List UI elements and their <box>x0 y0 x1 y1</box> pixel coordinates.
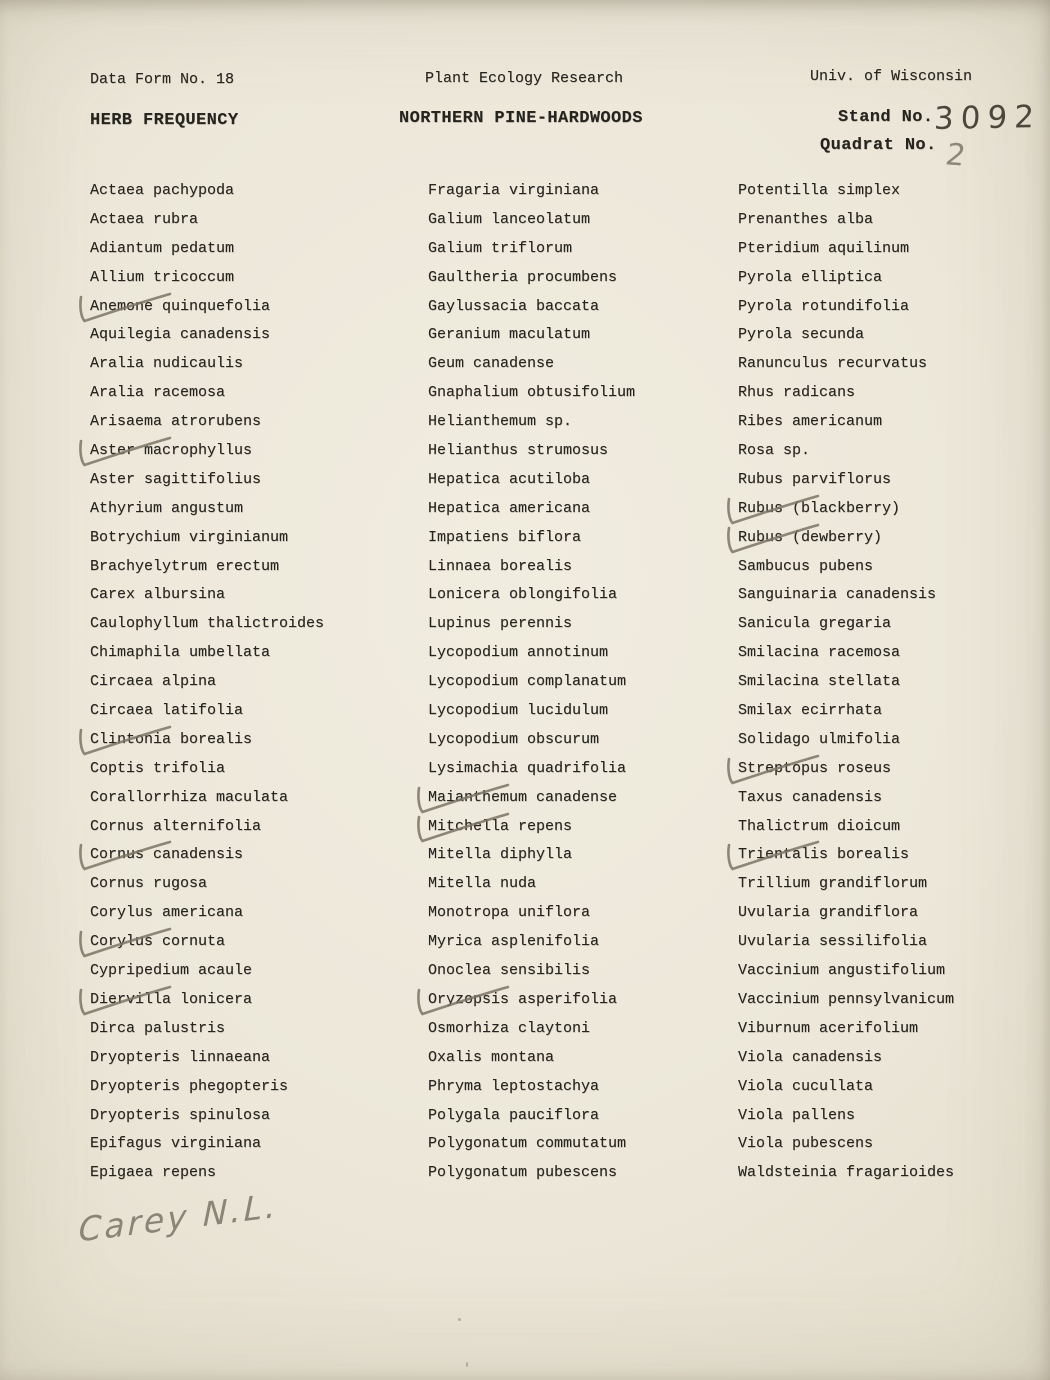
species-name: Streptopus roseus <box>738 759 892 777</box>
form-number: Data Form No. 18 <box>90 71 235 88</box>
species-name: Oxalis montana <box>428 1048 555 1066</box>
institution: Univ. of Wisconsin <box>810 68 973 85</box>
species-name: Potentilla simplex <box>738 182 901 199</box>
quadrat-number-value: 2 <box>942 137 969 174</box>
species-item <box>90 350 324 379</box>
species-name: Lupinus perennis <box>428 615 573 633</box>
species-name: Dryopteris phegopteris <box>90 1077 289 1095</box>
species-name: Cornus rugosa <box>90 875 208 893</box>
species-column-3 <box>738 177 954 1188</box>
species-item <box>90 726 324 755</box>
species-item <box>428 986 635 1015</box>
species-name: Galium triflorum <box>428 239 573 257</box>
species-item <box>428 321 635 350</box>
species-name: Cypripedium acaule <box>90 962 253 980</box>
species-name: Dirca palustris <box>90 1019 226 1037</box>
species-item <box>738 697 954 726</box>
species-name: Sanicula gregaria <box>738 615 892 633</box>
species-name: Corylus cornuta <box>90 933 226 951</box>
species-item <box>90 668 324 697</box>
species-name: Actaea pachypoda <box>90 182 235 199</box>
species-name: Trientalis borealis <box>738 846 910 864</box>
species-name: Polygonatum pubescens <box>428 1164 618 1182</box>
species-name: Cornus alternifolia <box>90 817 262 835</box>
species-name: Solidago ulmifolia <box>738 730 901 748</box>
species-name: Uvularia grandiflora <box>738 904 919 922</box>
species-name: Dryopteris linnaeana <box>90 1048 271 1066</box>
species-name: Geranium maculatum <box>428 326 591 344</box>
species-name: Geum canadense <box>428 355 555 373</box>
project-title: Plant Ecology Research <box>425 70 624 87</box>
species-name: Monotropa uniflora <box>428 904 591 922</box>
species-name: Aster macrophyllus <box>90 442 253 460</box>
species-item <box>428 524 635 553</box>
species-name: Actaea rubra <box>90 210 199 228</box>
species-item <box>90 755 324 784</box>
species-name: Aster sagittifolius <box>90 470 262 488</box>
paper-speck <box>458 1318 461 1321</box>
species-name: Cornus canadensis <box>90 846 244 864</box>
species-name: Lycopodium complanatum <box>428 673 627 691</box>
species-item <box>90 697 324 726</box>
species-name: Taxus canadensis <box>738 788 883 806</box>
species-name: Pyrola elliptica <box>738 268 883 286</box>
species-item <box>738 726 954 755</box>
species-name: Rosa sp. <box>738 442 811 460</box>
species-item <box>428 581 635 610</box>
species-item <box>738 957 954 986</box>
species-item <box>428 957 635 986</box>
species-item <box>738 495 954 524</box>
species-item <box>738 293 954 322</box>
species-name: Rubus (blackberry) <box>738 499 901 517</box>
species-name: Viburnum acerifolium <box>738 1019 919 1037</box>
species-item <box>428 1159 635 1188</box>
species-item <box>90 379 324 408</box>
species-name: Pteridium aquilinum <box>738 239 910 257</box>
species-name: Rubus (dewberry) <box>738 528 883 546</box>
species-name: Vaccinium angustifolium <box>738 962 946 980</box>
species-name: Mitella diphylla <box>428 846 573 864</box>
species-name: Viola canadensis <box>738 1048 883 1066</box>
species-item <box>90 870 324 899</box>
species-name: Aralia racemosa <box>90 384 226 402</box>
species-name: Thalictrum dioicum <box>738 817 901 835</box>
species-item <box>428 899 635 928</box>
species-item <box>428 1015 635 1044</box>
page-title: HERB FREQUENCY <box>90 111 239 130</box>
species-name: Waldsteinia fragarioides <box>738 1164 955 1182</box>
species-item <box>428 379 635 408</box>
species-item <box>738 437 954 466</box>
species-name: Onoclea sensibilis <box>428 962 591 980</box>
species-name: Corallorrhiza maculata <box>90 788 289 806</box>
species-item <box>738 1130 954 1159</box>
species-name: Polygala pauciflora <box>428 1106 600 1124</box>
species-name: Gaultheria procumbens <box>428 268 618 286</box>
paper-speck <box>466 1362 468 1367</box>
species-name: Carex albursina <box>90 586 226 604</box>
species-name: Ribes americanum <box>738 413 883 431</box>
species-item <box>90 957 324 986</box>
species-item <box>428 784 635 813</box>
species-name: Polygonatum commutatum <box>428 1135 627 1153</box>
species-item <box>428 610 635 639</box>
species-item <box>738 870 954 899</box>
species-item <box>738 177 954 206</box>
species-name: Aralia nudicaulis <box>90 355 244 373</box>
species-item <box>428 697 635 726</box>
species-item <box>738 841 954 870</box>
species-name: Helianthus strumosus <box>428 442 609 460</box>
species-item <box>428 1130 635 1159</box>
species-item <box>428 437 635 466</box>
stand-number-label: Stand No. <box>838 108 934 127</box>
species-item <box>738 206 954 235</box>
species-item <box>738 1015 954 1044</box>
species-name: Linnaea borealis <box>428 557 573 575</box>
species-item <box>738 813 954 842</box>
species-name: Smilacina racemosa <box>738 644 901 662</box>
species-name: Caulophyllum thalictroides <box>90 615 325 633</box>
species-name: Chimaphila umbellata <box>90 644 271 662</box>
species-item <box>90 639 324 668</box>
species-name: Coptis trifolia <box>90 759 226 777</box>
species-name: Vaccinium pennsylvanicum <box>738 990 955 1008</box>
species-item <box>428 495 635 524</box>
species-name: Corylus americana <box>90 904 244 922</box>
species-name: Sanguinaria canadensis <box>738 586 937 604</box>
species-item <box>90 841 324 870</box>
species-name: Helianthemum sp. <box>428 413 573 431</box>
species-item <box>90 1130 324 1159</box>
species-item <box>428 668 635 697</box>
species-name: Mitella nuda <box>428 875 537 893</box>
species-item <box>90 264 324 293</box>
species-name: Sambucus pubens <box>738 557 874 575</box>
species-item <box>738 784 954 813</box>
species-column-1 <box>90 177 324 1188</box>
stand-number-value: 3092 <box>933 99 1042 137</box>
species-item <box>738 1044 954 1073</box>
species-item <box>738 1073 954 1102</box>
species-item <box>90 293 324 322</box>
section-title: NORTHERN PINE-HARDWOODS <box>399 109 643 128</box>
species-item <box>90 784 324 813</box>
species-name: Botrychium virginianum <box>90 528 289 546</box>
species-name: Pyrola secunda <box>738 326 865 344</box>
species-item <box>428 408 635 437</box>
species-item <box>738 581 954 610</box>
species-item <box>90 1015 324 1044</box>
species-name: Rubus parviflorus <box>738 470 892 488</box>
species-name: Lycopodium obscurum <box>428 730 600 748</box>
species-name: Hepatica acutiloba <box>428 470 591 488</box>
species-name: Prenanthes alba <box>738 210 874 228</box>
species-item <box>428 726 635 755</box>
species-item <box>90 899 324 928</box>
species-item <box>738 1102 954 1131</box>
species-item <box>428 350 635 379</box>
species-item <box>428 293 635 322</box>
species-name: Viola cucullata <box>738 1077 874 1095</box>
species-name: Fragaria virginiana <box>428 182 600 199</box>
species-item <box>428 235 635 264</box>
handwritten-signature: Carey N.L. <box>78 1185 279 1250</box>
species-name: Circaea alpina <box>90 673 217 691</box>
species-item <box>738 321 954 350</box>
species-name: Athyrium angustum <box>90 499 244 517</box>
species-item <box>90 928 324 957</box>
species-item <box>90 986 324 1015</box>
species-name: Epifagus virginiana <box>90 1135 262 1153</box>
species-item <box>738 379 954 408</box>
species-item <box>738 264 954 293</box>
species-item <box>90 206 324 235</box>
species-item <box>738 668 954 697</box>
species-name: Trillium grandiflorum <box>738 875 928 893</box>
species-name: Phryma leptostachya <box>428 1077 600 1095</box>
species-name: Diervilla lonicera <box>90 990 253 1008</box>
species-item <box>428 177 635 206</box>
species-name: Adiantum pedatum <box>90 239 235 257</box>
species-item <box>738 755 954 784</box>
species-item <box>90 408 324 437</box>
species-item <box>90 1102 324 1131</box>
species-item <box>428 841 635 870</box>
species-item <box>90 610 324 639</box>
species-item <box>428 928 635 957</box>
species-item <box>738 899 954 928</box>
species-item <box>738 639 954 668</box>
species-name: Lycopodium annotinum <box>428 644 609 662</box>
species-item <box>428 466 635 495</box>
species-name: Epigaea repens <box>90 1164 217 1182</box>
species-item <box>738 466 954 495</box>
species-item <box>428 1073 635 1102</box>
species-item <box>90 581 324 610</box>
species-item <box>90 437 324 466</box>
species-name: Clintonia borealis <box>90 730 253 748</box>
species-item <box>738 610 954 639</box>
species-name: Smilacina stellata <box>738 673 901 691</box>
species-name: Lysimachia quadrifolia <box>428 759 627 777</box>
species-name: Allium tricoccum <box>90 268 235 286</box>
quadrat-number-label: Quadrat No. <box>820 136 937 155</box>
species-item <box>90 321 324 350</box>
species-name: Myrica asplenifolia <box>428 933 600 951</box>
species-item <box>90 553 324 582</box>
species-name: Osmorhiza claytoni <box>428 1019 591 1037</box>
species-item <box>90 466 324 495</box>
species-name: Gnaphalium obtusifolium <box>428 384 636 402</box>
species-item <box>90 495 324 524</box>
species-item <box>428 264 635 293</box>
species-item <box>738 553 954 582</box>
species-name: Aquilegia canadensis <box>90 326 271 344</box>
species-item <box>90 1044 324 1073</box>
species-name: Impatiens biflora <box>428 528 582 546</box>
species-item <box>428 870 635 899</box>
species-name: Rhus radicans <box>738 384 856 402</box>
species-item <box>738 350 954 379</box>
species-name: Maianthemum canadense <box>428 788 618 806</box>
species-item <box>428 206 635 235</box>
species-item <box>738 524 954 553</box>
species-name: Lonicera oblongifolia <box>428 586 618 604</box>
species-item <box>90 524 324 553</box>
species-name: Arisaema atrorubens <box>90 413 262 431</box>
species-name: Ranunculus recurvatus <box>738 355 928 373</box>
species-item <box>738 928 954 957</box>
species-item <box>90 177 324 206</box>
species-name: Uvularia sessilifolia <box>738 933 928 951</box>
species-name: Circaea latifolia <box>90 702 244 720</box>
species-name: Lycopodium lucidulum <box>428 702 609 720</box>
species-item <box>738 235 954 264</box>
species-name: Hepatica americana <box>428 499 591 517</box>
species-item <box>428 553 635 582</box>
species-name: Dryopteris spinulosa <box>90 1106 271 1124</box>
species-name: Brachyelytrum erectum <box>90 557 280 575</box>
species-name: Viola pallens <box>738 1106 856 1124</box>
species-name: Viola pubescens <box>738 1135 874 1153</box>
species-name: Galium lanceolatum <box>428 210 591 228</box>
species-item <box>90 235 324 264</box>
species-item <box>90 1159 324 1188</box>
species-item <box>738 408 954 437</box>
species-name: Gaylussacia baccata <box>428 297 600 315</box>
species-item <box>428 1102 635 1131</box>
species-item <box>428 639 635 668</box>
species-item <box>738 986 954 1015</box>
species-name: Anemone quinquefolia <box>90 297 271 315</box>
species-name: Mitchella repens <box>428 817 573 835</box>
species-item <box>428 1044 635 1073</box>
species-item <box>428 755 635 784</box>
species-name: Oryzopsis asperifolia <box>428 990 618 1008</box>
species-name: Pyrola rotundifolia <box>738 297 910 315</box>
species-item <box>738 1159 954 1188</box>
species-item <box>428 813 635 842</box>
species-column-2 <box>428 177 635 1188</box>
species-item <box>90 1073 324 1102</box>
species-name: Smilax ecirrhata <box>738 702 883 720</box>
species-item <box>90 813 324 842</box>
